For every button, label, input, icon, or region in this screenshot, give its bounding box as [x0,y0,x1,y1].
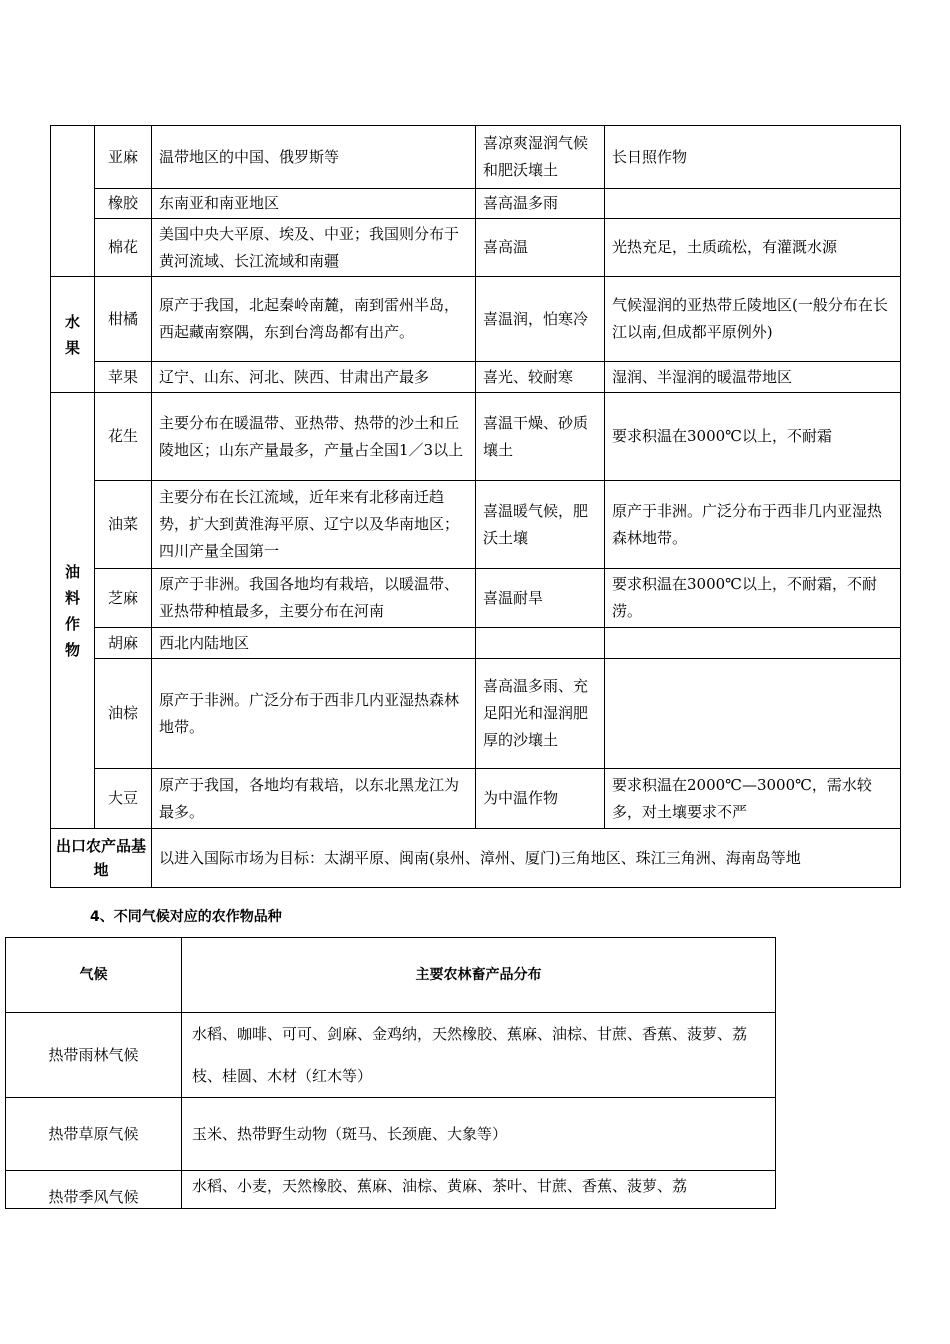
crop-distribution: 原产于我国，北起秦岭南麓，南到雷州半岛，西起藏南察隅，东到台湾岛都有出产。 [152,277,476,362]
crop-note: 原产于非洲。广泛分布于西非几内亚湿热森林地带。 [605,481,901,569]
climate-products: 水稻、咖啡、可可、剑麻、金鸡纳，天然橡胶、蕉麻、油棕、甘蔗、香蕉、菠萝、荔枝、桂圆、木材（红木等） [182,1013,776,1098]
climate-products: 水稻、小麦，天然橡胶、蕉麻、油棕、黄麻、茶叶、甘蔗、香蕉、菠萝、荔 [182,1171,776,1209]
climate-products: 玉米、热带野生动物（斑马、长颈鹿、大象等） [182,1098,776,1171]
crop-name: 棉花 [95,219,152,277]
export-base-label: 出口农产品基地 [51,829,152,888]
crop-note: 要求积温在3000℃以上，不耐霜 [605,393,901,481]
crop-note [605,659,901,769]
table-row [51,481,901,569]
column-header-climate: 气候 [6,938,182,1013]
crop-distribution: 主要分布在长江流域，近年来有北移南迁趋势，扩大到黄淮海平原、辽宁以及华南地区；四川产量全国第一 [152,481,476,569]
table-row [51,569,901,628]
climate-name: 热带季风气候 [6,1171,182,1209]
crop-habit: 喜温暖气候，肥沃土壤 [476,481,605,569]
table-row [51,362,901,393]
crop-name: 花生 [95,393,152,481]
crop-note [605,628,901,659]
crop-habit: 喜高温多雨、充足阳光和湿润肥厚的沙壤土 [476,659,605,769]
crop-habit: 喜凉爽湿润气候和肥沃壤土 [476,126,605,189]
crop-habit: 为中温作物 [476,769,605,829]
category-char: 水 [64,312,80,331]
crop-name: 苹果 [95,362,152,393]
crop-note: 气候湿润的亚热带丘陵地区(一般分布在长江以南,但成都平原例外) [605,277,901,362]
crop-note: 要求积温在3000℃以上，不耐霜，不耐涝。 [605,569,901,628]
climate-name: 热带雨林气候 [6,1013,182,1098]
crop-name: 橡胶 [95,189,152,219]
category-char: 油 [64,562,80,581]
category-char: 料 [64,588,80,607]
crop-note: 要求积温在2000℃—3000℃，需水较多，对土壤要求不严 [605,769,901,829]
crop-name: 胡麻 [95,628,152,659]
table-row [51,628,901,659]
crop-distribution: 原产于非洲。我国各地均有栽培，以暖温带、亚热带种植最多，主要分布在河南 [152,569,476,628]
category-char: 果 [64,338,80,357]
section-heading: 4、不同气候对应的农作物品种 [90,909,282,925]
crop-note: 光热充足，土质疏松，有灌溉水源 [605,219,901,277]
table-row [51,769,901,829]
table-row [6,1171,776,1209]
table-row [51,189,901,219]
category-oil-crops [51,393,95,829]
table-row [51,659,901,769]
column-header-products: 主要农林畜产品分布 [182,938,776,1013]
category-cell-blank [51,126,95,277]
table-row [51,277,901,362]
crop-distribution: 温带地区的中国、俄罗斯等 [152,126,476,189]
table-row [6,1098,776,1171]
crop-name: 油菜 [95,481,152,569]
crop-distribution: 辽宁、山东、河北、陕西、甘肃出产最多 [152,362,476,393]
crop-habit: 喜光、较耐寒 [476,362,605,393]
crop-name: 油棕 [95,659,152,769]
category-fruit [51,277,95,393]
category-char: 物 [64,640,80,659]
crop-habit: 喜高温多雨 [476,189,605,219]
climate-name: 热带草原气候 [6,1098,182,1171]
crop-name: 大豆 [95,769,152,829]
table-header-row [6,938,776,1013]
category-char: 作 [64,614,80,633]
crop-distribution: 原产于非洲。广泛分布于西非几内亚湿热森林地带。 [152,659,476,769]
table-row [51,219,901,277]
crop-note: 长日照作物 [605,126,901,189]
crop-name: 亚麻 [95,126,152,189]
crop-habit: 喜温润，怕寒冷 [476,277,605,362]
crop-habit [476,628,605,659]
crop-note [605,189,901,219]
crop-habit: 喜温耐旱 [476,569,605,628]
crop-habit: 喜温干燥、砂质壤土 [476,393,605,481]
export-base-text: 以进入国际市场为目标：太湖平原、闽南(泉州、漳州、厦门)三角地区、珠江三角洲、海南岛等地 [152,829,901,888]
crop-habit: 喜高温 [476,219,605,277]
climate-crop-table [5,937,776,1209]
crop-note: 湿润、半湿润的暖温带地区 [605,362,901,393]
table-row [6,1013,776,1098]
table-row [51,126,901,189]
crop-name: 芝麻 [95,569,152,628]
crop-distribution: 东南亚和南亚地区 [152,189,476,219]
crop-distribution: 原产于我国，各地均有栽培，以东北黑龙江为最多。 [152,769,476,829]
table-row [51,393,901,481]
crop-distribution: 主要分布在暖温带、亚热带、热带的沙土和丘陵地区；山东产量最多，产量占全国1／3以上 [152,393,476,481]
crop-distribution-table [50,125,901,888]
table-row [51,829,901,888]
crop-name: 柑橘 [95,277,152,362]
crop-distribution: 西北内陆地区 [152,628,476,659]
crop-distribution: 美国中央大平原、埃及、中亚；我国则分布于黄河流域、长江流域和南疆 [152,219,476,277]
